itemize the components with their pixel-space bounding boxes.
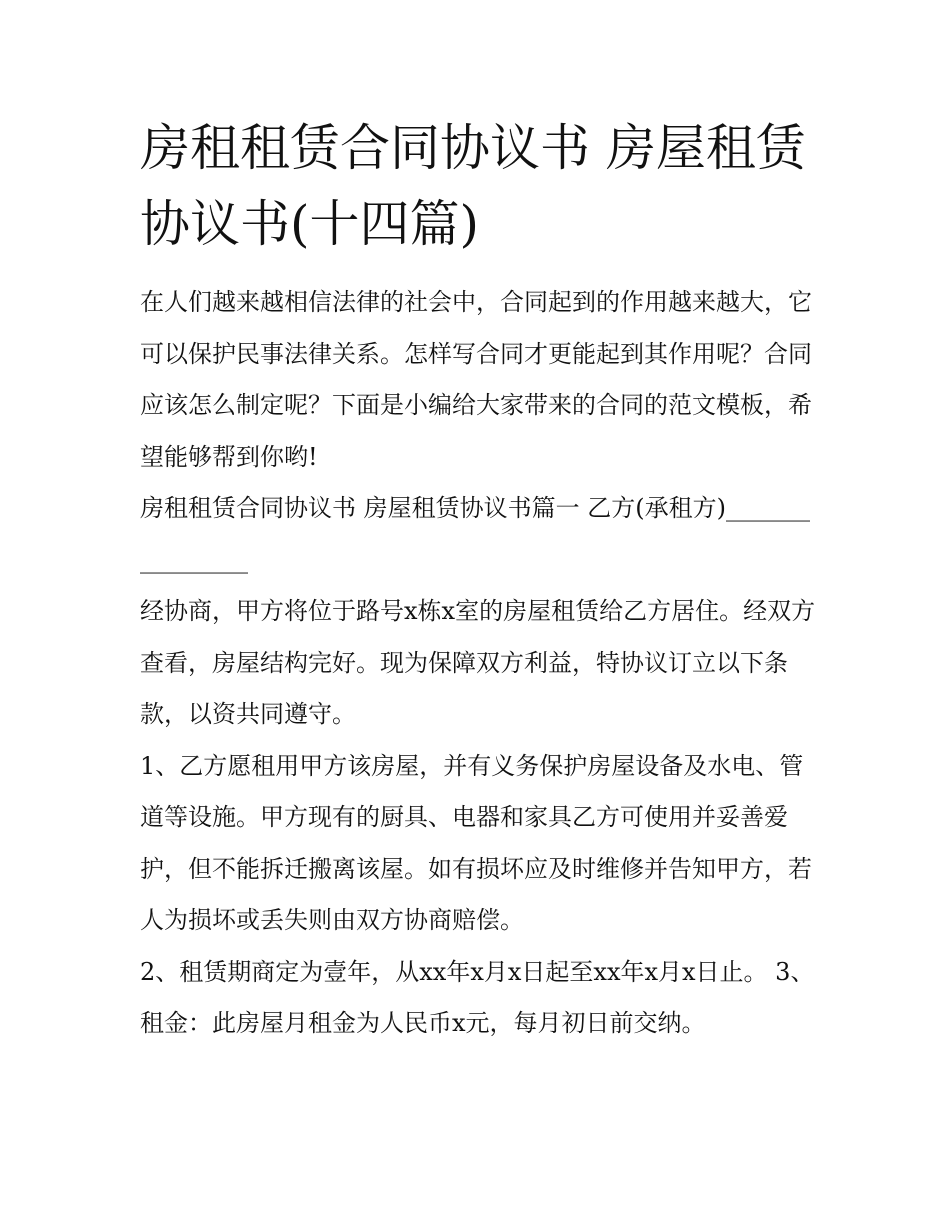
clause-2-3-paragraph: 2、租赁期商定为壹年，从xx年x月x日起至xx年x月x日止。 3、租金：此房屋月租金为人民币x元，每月初日前交纳。 [140, 957, 815, 1037]
clause-1-paragraph: 1、乙方愿租用甲方该房屋，并有义务保护房屋设备及水电、管道等设施。甲方现有的厨具、电器和家具乙方可使用并妥善爱护，但不能拆迁搬离该屋。如有损坏应及时维修并告知甲方，若人为损坏或丢失则由双方协商赔偿。 [140, 751, 812, 934]
agreement-paragraph: 经协商，甲方将位于路号x栋x室的房屋租赁给乙方居住。经双方查看，房屋结构完好。现为保障双方利益，特协议订立以下条款，以资共同遵守。 [140, 597, 816, 728]
section-heading-paragraph: 房租租赁合同协议书 房屋租赁协议书篇一 乙方(承租方)________________ [140, 494, 810, 574]
intro-paragraph: 在人们越来越相信法律的社会中，合同起到的作用越来越大，它可以保护民事法律关系。怎样写合同才更能起到其作用呢？合同应该怎么制定呢？下面是小编给大家带来的合同的范文模板，希望能够帮到你哟! [140, 288, 812, 471]
document-body [140, 277, 820, 1050]
document-title: 房租租赁合同协议书 房屋租赁协议书(十四篇) [140, 119, 806, 253]
